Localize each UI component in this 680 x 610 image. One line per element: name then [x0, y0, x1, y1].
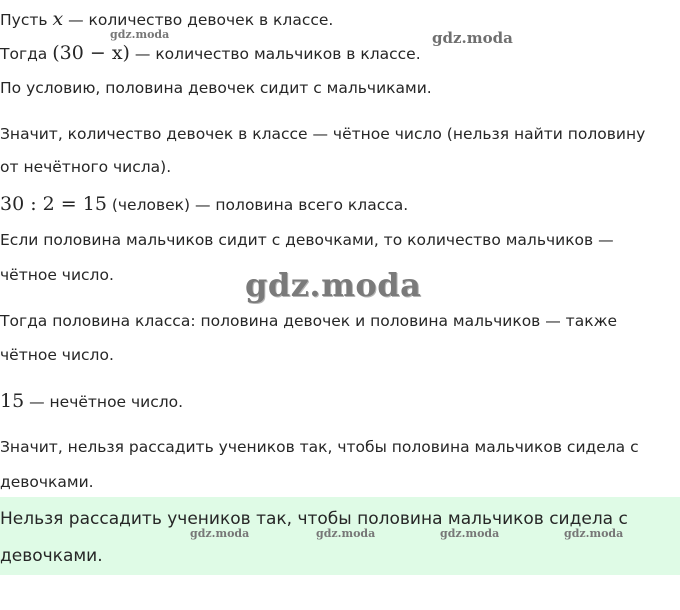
watermark-logo: gdz.moda	[432, 29, 513, 47]
expression-30-minus-x: (30 − x)	[52, 42, 130, 64]
watermark-logo: gdz.moda	[110, 28, 170, 41]
solution-line-11	[0, 391, 183, 412]
solution-line-12: Значит, нельзя рассадить учеников так, чтобы половина мальчиков сидела с	[0, 438, 639, 456]
solution-line-8: чётное число.	[0, 266, 114, 284]
watermark-logo: gdz.moda	[245, 266, 422, 304]
watermark-logo: gdz.moda	[316, 527, 376, 540]
watermark-logo: gdz.moda	[190, 527, 250, 540]
line-2-pre: Тогда	[0, 45, 53, 63]
solution-line-3: По условию, половина девочек сидит с мальчиками.	[0, 79, 432, 97]
watermark-logo: gdz.moda	[440, 527, 500, 540]
line-2-post: — количество мальчиков в классе.	[129, 45, 421, 63]
solution-line-6	[0, 194, 408, 215]
number-15: 15	[0, 390, 25, 412]
answer-line-2: девочками.	[0, 546, 103, 566]
solution-line-1	[0, 9, 333, 30]
expression-30-div-2: 30 : 2 = 15	[0, 193, 107, 215]
solution-line-2	[0, 43, 421, 64]
answer-line-1: Нельзя рассадить учеников так, чтобы половина мальчиков сидела с	[0, 509, 628, 529]
watermark-logo: gdz.moda	[564, 527, 624, 540]
solution-line-13: девочками.	[0, 473, 94, 491]
solution-line-9: Тогда половина класса: половина девочек и половина мальчиков — также	[0, 312, 618, 330]
solution-line-5: от нечётного числа).	[0, 158, 172, 176]
solution-line-4: Значит, количество девочек в классе — чётное число (нельзя найти половину	[0, 125, 646, 143]
line-11-post: — нечётное число.	[24, 393, 184, 411]
solution-line-7: Если половина мальчиков сидит с девочками, то количество мальчиков —	[0, 231, 614, 249]
line-1-pre: Пусть	[0, 11, 53, 29]
line-1-post: — количество девочек в классе.	[63, 11, 334, 29]
solution-line-10: чётное число.	[0, 346, 114, 364]
line-6-post: (человек) — половина всего класса.	[106, 196, 409, 214]
variable-x: x	[52, 8, 64, 30]
